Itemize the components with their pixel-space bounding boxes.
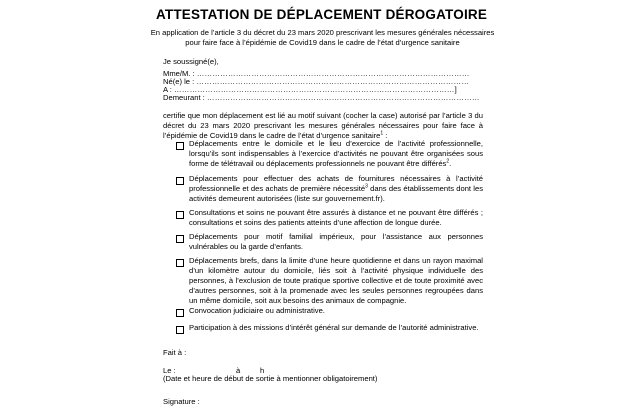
birth-date-label: Né(e) le : (163, 77, 195, 86)
date-label: Le : (163, 366, 176, 375)
checkbox-family[interactable] (176, 235, 184, 243)
footnote-2: 2 (446, 158, 450, 165)
option-work-text: Déplacements entre le domicile et le lieu d’exercice de l’activité professionnelle, lorsqu’ils sont indispensables à l’exercice d’activités ne pouvant être organisées sous forme de télétravail ou déplacements professionnels ne pouvant être différés (189, 139, 483, 168)
checkbox-summons[interactable] (176, 309, 184, 317)
checkbox-purchases[interactable] (176, 177, 184, 185)
checkbox-health[interactable] (176, 211, 184, 219)
undersigned-text: Je soussigné(e), (163, 57, 219, 66)
footnote-3: 3 (365, 183, 368, 190)
option-family: Déplacements pour motif familial impérieux, pour l’assistance aux personnes vulnérables ou la garde d’enfants. (189, 232, 483, 251)
birth-place-dots: ………………………………………………………………………………………………] (174, 85, 457, 94)
birth-date-dots: …………………………………………………………………………………………… (196, 77, 470, 86)
address-label: Demeurant : (163, 93, 205, 102)
birth-place-label: A : (163, 85, 172, 94)
option-purchases-tail: dans des établissements dont les activités demeurent autorisées (liste sur gouvernement.fr). (189, 184, 483, 203)
option-work (189, 139, 483, 169)
at-separator: à (236, 366, 241, 375)
option-purchases-text: Déplacements pour effectuer des achats de fournitures nécessaires à l’activité professionnelle et des achats de première nécessité (189, 174, 483, 193)
option-summons: Convocation judiciaire ou administrative. (189, 306, 325, 315)
document-title: ATTESTATION DE DÉPLACEMENT DÉROGATOIRE (155, 7, 488, 22)
date-note: (Date et heure de début de sortie à mentionner obligatoirement) (163, 374, 378, 383)
checkbox-exercise[interactable] (176, 259, 184, 267)
done-at-field[interactable]: Fait à : (163, 348, 187, 357)
option-purchases (189, 174, 483, 204)
checkbox-public-mission[interactable] (176, 326, 184, 334)
option-health: Consultations et soins ne pouvant être assurés à distance et ne pouvant être différés ; consultations et soins des patients atteints d’une affection de longue durée. (189, 208, 483, 227)
hour-label: h (260, 366, 265, 375)
option-work-tail: . (449, 159, 452, 168)
address-dots: …………………………………………………………………………………………… (206, 93, 480, 102)
name-label: Mme/M. : (163, 69, 195, 78)
option-exercise: Déplacements brefs, dans la limite d’une heure quotidienne et dans un rayon maximal d’un kilomètre autour du domicile, liés soit à l’activité physique individuelle des personnes, à l’exclusion de toute pratique sportive collective et de toute proximité avec d’autres personnes, soit à la promenade avec les seules personnes regroupées dans un même domicile, soit aux besoins des animaux de compagnie. (189, 256, 483, 305)
certify-tail: : (383, 131, 388, 140)
checkbox-work[interactable] (176, 142, 184, 150)
option-public-mission: Participation à des missions d’intérêt général sur demande de l’autorité administrative. (189, 323, 479, 332)
intro-text: En application de l’article 3 du décret du 23 mars 2020 prescrivant les mesures générales nécessaires pour faire face à l’épidémie de Covid19 dans le cadre de l’état d’urgence sanitaire (150, 28, 495, 47)
name-dots: …………………………………………………………………………………………… (196, 69, 470, 78)
address-field[interactable] (163, 93, 480, 103)
certify-text (163, 111, 483, 141)
footnote-1: 1 (380, 130, 384, 137)
certify-body: certifie que mon déplacement est lié au motif suivant (cocher la case) autorisé par l’article 3 du décret du 23 mars 2020 prescrivant les mesures générales nécessaires pour faire face à l’épidémie de Covid19 dans le cadre de l’état d’urgence sanitaire (163, 111, 483, 140)
signature-field[interactable]: Signature : (163, 397, 200, 406)
